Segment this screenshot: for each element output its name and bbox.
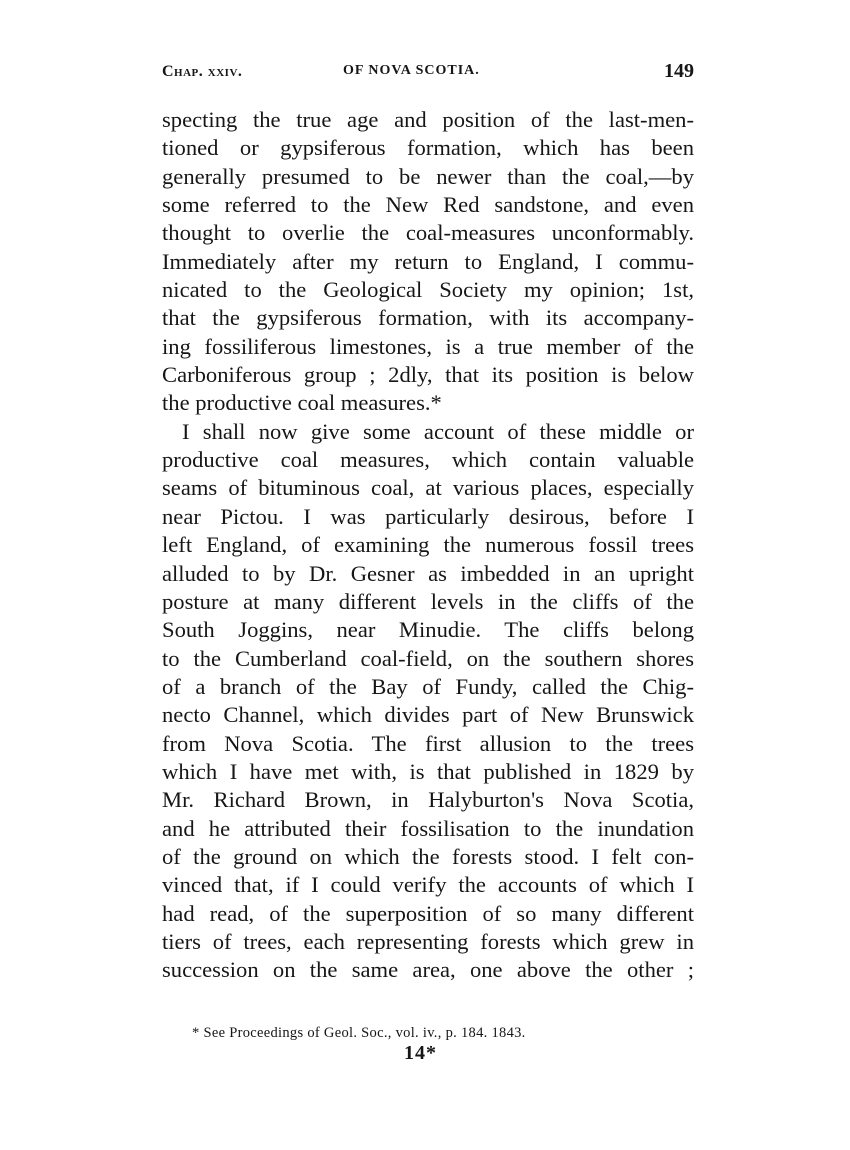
text-line: posture at many different levels in the cliffs of the	[162, 588, 694, 614]
text-line: tiers of trees, each representing forests which grew in	[162, 928, 694, 954]
footnote: * See Proceedings of Geol. Soc., vol. iv., p. 184. 1843.	[192, 1025, 526, 1041]
text-line: which I have met with, is that published in 1829 by	[162, 758, 694, 784]
text-line: had read, of the superposition of so many different	[162, 900, 694, 926]
text-line: of a branch of the Bay of Fundy, called the Chig-	[162, 673, 694, 699]
text-line: and he attributed their fossilisation to the inundation	[162, 815, 694, 841]
paragraph	[162, 106, 694, 418]
body-text	[162, 106, 694, 985]
text-line: the productive coal measures.*	[162, 390, 442, 416]
chapter-label: Chap. xxiv.	[162, 63, 243, 80]
text-line: near Pictou. I was particularly desirous, before I	[162, 503, 694, 529]
text-line: of the ground on which the forests stood. I felt con-	[162, 843, 694, 869]
text-line: seams of bituminous coal, at various places, especially	[162, 475, 694, 501]
text-line: to the Cumberland coal-field, on the southern shores	[162, 645, 694, 671]
text-line: some referred to the New Red sandstone, and even	[162, 192, 694, 218]
text-line: tioned or gypsiferous formation, which has been	[162, 135, 694, 161]
text-line: nicated to the Geological Society my opinion; 1st,	[162, 277, 694, 303]
text-line: I shall now give some account of these middle or	[182, 418, 694, 444]
text-line: specting the true age and position of the last-men-	[162, 107, 694, 132]
text-line: ing fossiliferous limestones, is a true member of the	[162, 333, 694, 359]
running-head	[162, 60, 694, 89]
text-line: South Joggins, near Minudie. The cliffs belong	[162, 617, 694, 643]
text-line: succession on the same area, one above the other ;	[162, 957, 694, 983]
text-line: productive coal measures, which contain valuable	[162, 447, 694, 473]
page-number: 149	[664, 60, 694, 82]
text-line: Immediately after my return to England, I commu-	[162, 248, 694, 274]
text-line: necto Channel, which divides part of New Brunswick	[162, 702, 694, 728]
text-line: generally presumed to be newer than the coal,—by	[162, 163, 694, 189]
text-line: alluded to by Dr. Gesner as imbedded in an upright	[162, 560, 694, 586]
running-title: OF NOVA SCOTIA.	[343, 63, 480, 78]
text-line: Carboniferous group ; 2dly, that its position is below	[162, 362, 694, 388]
signature-mark: 14*	[404, 1042, 437, 1064]
text-line: that the gypsiferous formation, with its accompany-	[162, 305, 694, 331]
text-line: vinced that, if I could verify the accounts of which I	[162, 872, 694, 898]
text-line: from Nova Scotia. The first allusion to the trees	[162, 730, 694, 756]
text-line: Mr. Richard Brown, in Halyburton's Nova Scotia,	[162, 787, 694, 813]
text-line: thought to overlie the coal-measures unconformably.	[162, 220, 694, 246]
paragraph	[162, 418, 694, 985]
text-line: left England, of examining the numerous fossil trees	[162, 532, 694, 558]
